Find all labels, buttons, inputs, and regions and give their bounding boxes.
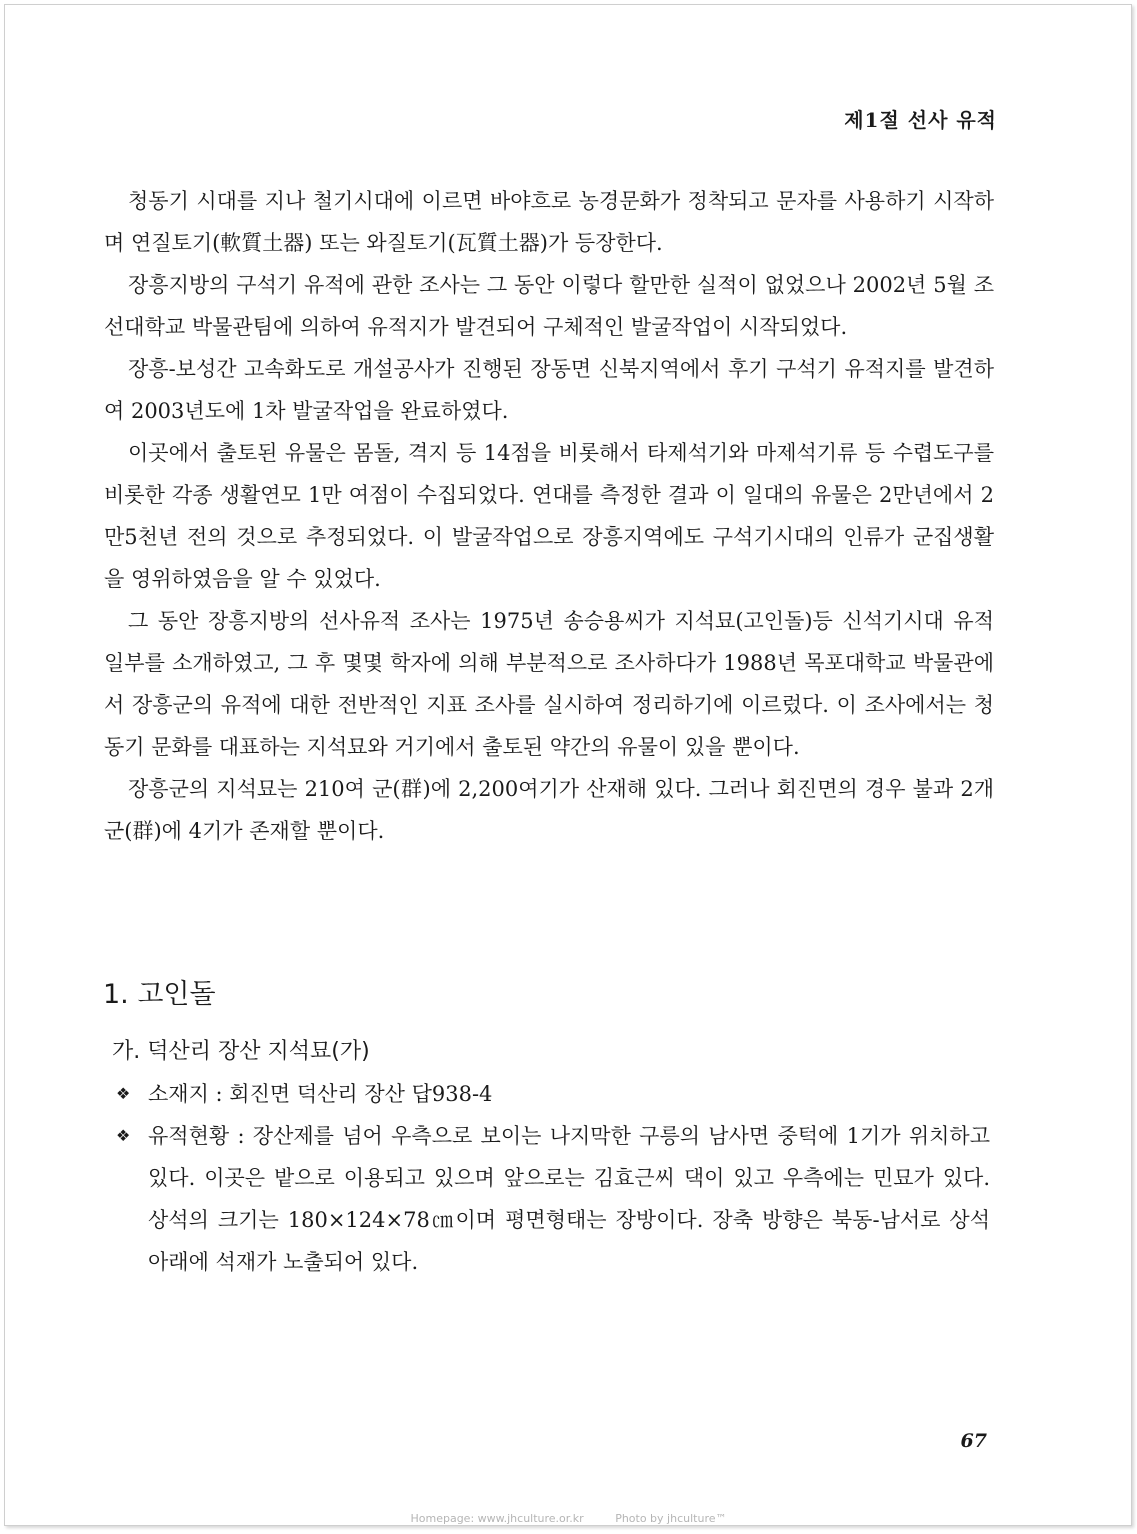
footer-homepage: Homepage: www.jhculture.or.kr xyxy=(410,1512,584,1525)
list-item-text: 유적현황 : 장산제를 넘어 우측으로 보이는 나지막한 구릉의 남사면 중턱에 1기가 위치하고 있다. 이곳은 밭으로 이용되고 있으며 앞으로는 김효근씨 댁이 있고 우측에는 민묘가 있다. 상석의 크기는 180×124×78㎝이며 평면형태는 장방이다. 장축 방향은 북동-남서로 상석 아래에 석재가 노출되어 있다. xyxy=(148,1124,990,1274)
bullet-icon: ❖ xyxy=(116,1084,131,1103)
list-item-text: 소재지 : 회진면 덕산리 장산 답938-4 xyxy=(148,1082,493,1106)
sub-heading: 가. 덕산리 장산 지석묘(가) xyxy=(112,1039,370,1064)
paragraph: 장흥지방의 구석기 유적에 관한 조사는 그 동안 이렇다 할만한 실적이 없었으나 2002년 5월 조선대학교 박물관팀에 의하여 유적지가 발견되어 구체적인 발굴작업이 시작되었다. xyxy=(104,273,994,339)
body-text xyxy=(104,180,994,852)
bullet-icon: ❖ xyxy=(116,1126,131,1145)
section-heading: 1. 고인돌 xyxy=(103,979,216,1010)
footer xyxy=(0,1512,1137,1525)
paragraph: 장흥-보성간 고속화도로 개설공사가 진행된 장동면 신북지역에서 후기 구석기 유적지를 발견하여 2003년도에 1차 발굴작업을 완료하였다. xyxy=(104,357,994,423)
list-item xyxy=(112,1073,990,1115)
paragraph: 청동기 시대를 지나 철기시대에 이르면 바야흐로 농경문화가 정착되고 문자를 사용하기 시작하며 연질토기(軟質土器) 또는 와질토기(瓦質土器)가 등장한다. xyxy=(104,189,994,255)
paragraph: 그 동안 장흥지방의 선사유적 조사는 1975년 송승용씨가 지석묘(고인돌)등 신석기시대 유적 일부를 소개하였고, 그 후 몇몇 학자에 의해 부분적으로 조사하다가 1988년 목포대학교 박물관에서 장흥군의 유적에 대한 전반적인 지표 조사를 실시하여 정리하기에 이르렀다. 이 조사에서는 청동기 문화를 대표하는 지석묘와 거기에서 출토된 약간의 유물이 있을 뿐이다. xyxy=(104,609,994,759)
bullet-list xyxy=(112,1073,990,1283)
page-number: 67 xyxy=(960,1430,987,1452)
footer-photo-credit: Photo by jhculture™ xyxy=(615,1512,727,1525)
list-item xyxy=(112,1115,990,1283)
running-head: 제1절 선사 유적 xyxy=(844,108,997,132)
paragraph: 장흥군의 지석묘는 210여 군(群)에 2,200여기가 산재해 있다. 그러나 회진면의 경우 불과 2개 군(群)에 4기가 존재할 뿐이다. xyxy=(104,777,994,843)
paragraph: 이곳에서 출토된 유물은 몸돌, 격지 등 14점을 비롯해서 타제석기와 마제석기류 등 수렵도구를 비롯한 각종 생활연모 1만 여점이 수집되었다. 연대를 측정한 결과 이 일대의 유물은 2만년에서 2만5천년 전의 것으로 추정되었다. 이 발굴작업으로 장흥지역에도 구석기시대의 인류가 군집생활을 영위하였음을 알 수 있었다. xyxy=(104,441,994,591)
